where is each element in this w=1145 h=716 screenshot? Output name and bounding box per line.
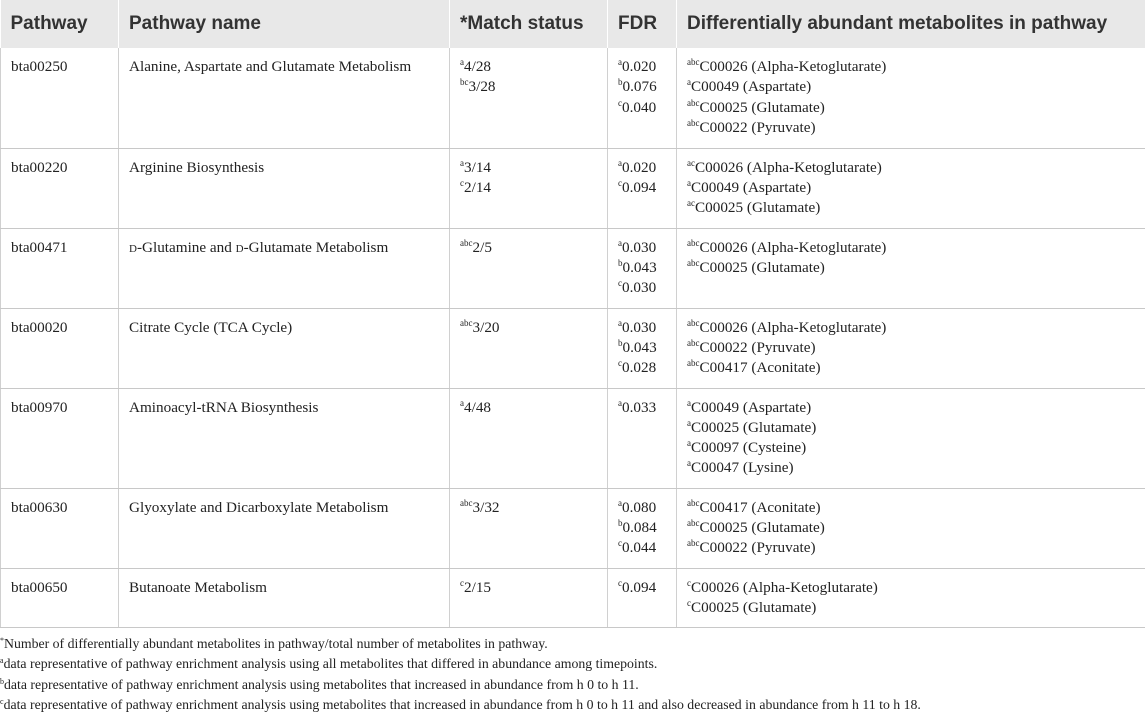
superscript-marker: a [618, 158, 622, 168]
header-match-status: *Match status [450, 0, 608, 48]
match-text: 2/14 [464, 179, 491, 196]
metabolite-text: C00025 (Glutamate) [691, 599, 816, 616]
fdr-text: 0.044 [622, 539, 656, 556]
superscript-marker: a [687, 398, 691, 408]
match-line [460, 178, 597, 198]
pathway-name-cell: Alanine, Aspartate and Glutamate Metabolism [119, 48, 450, 148]
fdr-line [618, 258, 666, 278]
metabolite-line [687, 438, 1135, 458]
superscript-marker: abc [460, 318, 473, 328]
metabolite-line [687, 338, 1135, 358]
pathway-id-cell: bta00471 [1, 228, 119, 308]
header-pathway: Pathway [1, 0, 119, 48]
footnote-text: data representative of pathway enrichment analysis using all metabolites that differed in abundance among timepoints. [4, 656, 658, 671]
match-line [460, 498, 597, 518]
superscript-marker: c [618, 278, 622, 288]
metabolite-text: C00026 (Alpha-Ketoglutarate) [700, 319, 887, 336]
footnote [0, 695, 1145, 716]
table-row [1, 488, 1145, 568]
superscript-marker: abc [687, 318, 700, 328]
fdr-line [618, 338, 666, 358]
superscript-marker: abc [687, 258, 700, 268]
metabolite-line [687, 258, 1135, 278]
superscript-marker: ac [687, 198, 695, 208]
pathway-id-cell: bta00650 [1, 568, 119, 627]
metabolite-line [687, 198, 1135, 218]
footnote-text: Number of differentially abundant metabolites in pathway/total number of metabolites in pathway. [4, 636, 548, 651]
metabolites-cell [677, 488, 1145, 568]
metabolite-line [687, 57, 1135, 77]
metabolite-line [687, 598, 1135, 618]
pathway-name-cell: Aminoacyl-tRNA Biosynthesis [119, 388, 450, 488]
superscript-marker: a [687, 438, 691, 448]
match-line [460, 238, 597, 258]
superscript-marker: c [618, 178, 622, 188]
metabolite-line [687, 118, 1135, 138]
table-row [1, 308, 1145, 388]
superscript-marker: bc [460, 77, 469, 87]
fdr-text: 0.043 [623, 259, 657, 276]
superscript-marker: b [618, 338, 623, 348]
fdr-text: 0.030 [622, 319, 656, 336]
metabolite-text: C00049 (Aspartate) [691, 179, 811, 196]
superscript-marker: a [687, 178, 691, 188]
metabolite-line [687, 398, 1135, 418]
superscript-marker: b [618, 77, 623, 87]
metabolite-text: C00026 (Alpha-Ketoglutarate) [695, 159, 882, 176]
fdr-cell [608, 388, 677, 488]
match-line [460, 57, 597, 77]
fdr-line [618, 178, 666, 198]
footnote-marker: c [0, 697, 4, 706]
footnote-marker: b [0, 677, 4, 686]
pathway-id-cell: bta00250 [1, 48, 119, 148]
fdr-line [618, 398, 666, 418]
fdr-text: 0.040 [622, 99, 656, 116]
metabolite-text: C00022 (Pyruvate) [700, 339, 816, 356]
metabolite-text: C00047 (Lysine) [691, 459, 794, 476]
match-text: 2/15 [464, 579, 491, 596]
superscript-marker: abc [687, 57, 700, 67]
footnote-marker: * [0, 636, 4, 645]
table-row [1, 228, 1145, 308]
match-status-cell [450, 148, 608, 228]
superscript-marker: c [618, 98, 622, 108]
pathway-name-part: -Glutamine and [137, 239, 236, 256]
table-footnotes [0, 628, 1145, 716]
metabolite-line [687, 458, 1135, 478]
fdr-text: 0.080 [622, 499, 656, 516]
fdr-text: 0.020 [622, 159, 656, 176]
fdr-cell [608, 308, 677, 388]
superscript-marker: b [618, 518, 623, 528]
metabolites-cell [677, 48, 1145, 148]
header-row [1, 0, 1145, 48]
table-row [1, 148, 1145, 228]
fdr-text: 0.030 [622, 239, 656, 256]
superscript-marker: a [687, 77, 691, 87]
match-status-cell [450, 388, 608, 488]
superscript-marker: c [618, 358, 622, 368]
match-text: 3/28 [469, 78, 496, 95]
superscript-marker: c [687, 578, 691, 588]
fdr-line [618, 77, 666, 97]
metabolite-line [687, 358, 1135, 378]
pathway-id-cell: bta00630 [1, 488, 119, 568]
metabolite-line [687, 77, 1135, 97]
pathway-name-part: d [129, 239, 137, 256]
superscript-marker: a [460, 158, 464, 168]
metabolite-text: C00049 (Aspartate) [691, 78, 811, 95]
fdr-text: 0.020 [622, 58, 656, 75]
superscript-marker: c [687, 598, 691, 608]
pathway-name-cell: Citrate Cycle (TCA Cycle) [119, 308, 450, 388]
fdr-cell [608, 488, 677, 568]
fdr-text: 0.094 [622, 179, 656, 196]
superscript-marker: abc [687, 358, 700, 368]
fdr-cell [608, 48, 677, 148]
fdr-line [618, 538, 666, 558]
footnote [0, 675, 1145, 696]
metabolite-text: C00025 (Glutamate) [700, 519, 825, 536]
superscript-marker: a [618, 238, 622, 248]
superscript-marker: abc [687, 538, 700, 548]
match-line [460, 158, 597, 178]
table-row [1, 568, 1145, 627]
superscript-marker: a [687, 418, 691, 428]
match-line [460, 318, 597, 338]
fdr-text: 0.094 [622, 579, 656, 596]
header-metabolites: Differentially abundant metabolites in pathway [677, 0, 1145, 48]
superscript-marker: ac [687, 158, 695, 168]
fdr-line [618, 57, 666, 77]
metabolite-text: C00097 (Cysteine) [691, 439, 806, 456]
fdr-line [618, 498, 666, 518]
superscript-marker: a [618, 398, 622, 408]
metabolites-cell [677, 388, 1145, 488]
fdr-line [618, 278, 666, 298]
metabolite-text: C00026 (Alpha-Ketoglutarate) [700, 239, 887, 256]
match-text: 3/20 [473, 319, 500, 336]
metabolite-line [687, 498, 1135, 518]
metabolite-text: C00022 (Pyruvate) [700, 539, 816, 556]
pathway-name-cell [119, 228, 450, 308]
fdr-line [618, 98, 666, 118]
metabolite-text: C00022 (Pyruvate) [700, 119, 816, 136]
fdr-line [618, 518, 666, 538]
metabolite-text: C00026 (Alpha-Ketoglutarate) [700, 58, 887, 75]
footnote [0, 634, 1145, 655]
match-text: 3/32 [473, 499, 500, 516]
footnote [0, 654, 1145, 675]
pathway-name-part: -Glutamate Metabolism [244, 239, 389, 256]
fdr-text: 0.076 [623, 78, 657, 95]
table-row [1, 388, 1145, 488]
footnote-text: data representative of pathway enrichment analysis using metabolites that increased in abundance from h 0 to h 11 and also decreased in abundance from h 11 to h 18. [4, 697, 921, 712]
fdr-line [618, 578, 666, 598]
match-text: 4/28 [464, 58, 491, 75]
match-line [460, 578, 597, 598]
pathway-id-cell: bta00970 [1, 388, 119, 488]
fdr-line [618, 158, 666, 178]
header-pathway-name: Pathway name [119, 0, 450, 48]
fdr-text: 0.030 [622, 279, 656, 296]
header-fdr: FDR [608, 0, 677, 48]
fdr-text: 0.084 [623, 519, 657, 536]
superscript-marker: c [460, 578, 464, 588]
metabolite-line [687, 518, 1135, 538]
match-line [460, 77, 597, 97]
superscript-marker: a [618, 57, 622, 67]
superscript-marker: abc [687, 118, 700, 128]
metabolite-line [687, 538, 1135, 558]
fdr-text: 0.043 [623, 339, 657, 356]
match-line [460, 398, 597, 418]
superscript-marker: abc [687, 238, 700, 248]
metabolite-line [687, 238, 1135, 258]
fdr-cell [608, 148, 677, 228]
superscript-marker: abc [687, 518, 700, 528]
metabolite-line [687, 318, 1135, 338]
metabolite-text: C00025 (Glutamate) [695, 199, 820, 216]
metabolites-cell [677, 568, 1145, 627]
superscript-marker: c [618, 578, 622, 588]
metabolite-text: C00025 (Glutamate) [700, 99, 825, 116]
superscript-marker: abc [460, 498, 473, 508]
superscript-marker: abc [687, 98, 700, 108]
table-row [1, 48, 1145, 148]
metabolite-line [687, 158, 1135, 178]
footnote-marker: a [0, 656, 4, 665]
fdr-cell [608, 228, 677, 308]
metabolite-line [687, 578, 1135, 598]
superscript-marker: a [618, 498, 622, 508]
fdr-line [618, 238, 666, 258]
superscript-marker: c [618, 538, 622, 548]
metabolite-line [687, 178, 1135, 198]
superscript-marker: a [687, 458, 691, 468]
footnote-text: data representative of pathway enrichment analysis using metabolites that increased in abundance from h 0 to h 11. [4, 677, 639, 692]
match-status-cell [450, 308, 608, 388]
match-status-cell [450, 48, 608, 148]
pathway-name-cell: Arginine Biosynthesis [119, 148, 450, 228]
metabolite-text: C00417 (Aconitate) [700, 499, 821, 516]
match-text: 2/5 [473, 239, 492, 256]
fdr-text: 0.028 [622, 359, 656, 376]
metabolite-text: C00025 (Glutamate) [700, 259, 825, 276]
pathway-id-cell: bta00020 [1, 308, 119, 388]
superscript-marker: a [460, 398, 464, 408]
superscript-marker: abc [687, 498, 700, 508]
metabolite-text: C00026 (Alpha-Ketoglutarate) [691, 579, 878, 596]
match-text: 4/48 [464, 399, 491, 416]
superscript-marker: a [460, 57, 464, 67]
pathway-name-cell: Butanoate Metabolism [119, 568, 450, 627]
superscript-marker: a [618, 318, 622, 328]
match-text: 3/14 [464, 159, 491, 176]
pathway-name-cell: Glyoxylate and Dicarboxylate Metabolism [119, 488, 450, 568]
fdr-line [618, 318, 666, 338]
metabolite-line [687, 418, 1135, 438]
superscript-marker: b [618, 258, 623, 268]
table-body [1, 48, 1145, 627]
metabolite-text: C00049 (Aspartate) [691, 399, 811, 416]
fdr-cell [608, 568, 677, 627]
match-status-cell [450, 568, 608, 627]
metabolites-cell [677, 308, 1145, 388]
pathway-id-cell: bta00220 [1, 148, 119, 228]
match-status-cell [450, 228, 608, 308]
metabolite-text: C00025 (Glutamate) [691, 419, 816, 436]
superscript-marker: c [460, 178, 464, 188]
metabolites-cell [677, 228, 1145, 308]
metabolites-cell [677, 148, 1145, 228]
fdr-line [618, 358, 666, 378]
match-status-cell [450, 488, 608, 568]
superscript-marker: abc [460, 238, 473, 248]
metabolite-line [687, 98, 1135, 118]
fdr-text: 0.033 [622, 399, 656, 416]
pathway-name-part: d [236, 239, 244, 256]
metabolite-text: C00417 (Aconitate) [700, 359, 821, 376]
superscript-marker: abc [687, 338, 700, 348]
